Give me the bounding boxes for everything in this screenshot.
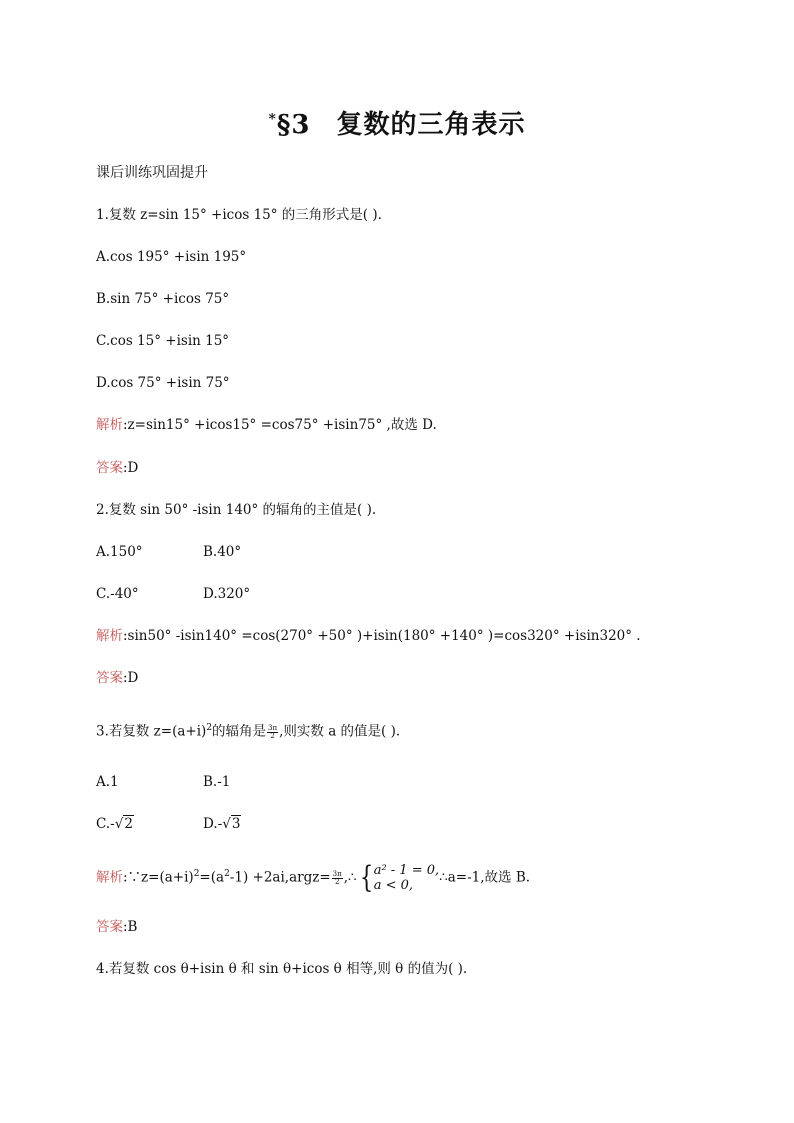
q3-answer [96, 918, 137, 936]
q1-option-c: C.cos 15° +isin 15° [96, 333, 230, 349]
q1-answer-label: 答案 [96, 460, 123, 476]
q3-stem-post: ,则实数 a 的值是( ). [279, 723, 401, 740]
q1-analysis [96, 416, 437, 434]
q3-options-row1 [96, 773, 231, 791]
q2-option-c: C.-40° [96, 586, 139, 602]
q3-analysis-mid2: -1) +2ai,argz= [229, 869, 331, 886]
q2-options-row2 [96, 585, 251, 603]
q1-stem: 1.复数 z=sin 15° +icos 15° 的三角形式是( ). [96, 207, 382, 223]
q3-option-c-radicand: 2 [124, 816, 133, 832]
title-star: * [268, 111, 277, 128]
q3-analysis [96, 858, 530, 894]
q2-analysis-label: 解析 [96, 628, 123, 644]
q3-analysis-sup2: 2 [224, 869, 230, 879]
q3-option-d-root: √3 [222, 816, 241, 832]
q3-options-row2 [96, 815, 241, 833]
q1-option-b: B.sin 75° +icos 75° [96, 291, 230, 307]
q3-sys-line2: a < 0, [373, 878, 413, 893]
q1-option-a: A.cos 195° +isin 195° [96, 249, 247, 265]
q3-frac-num: 3π [268, 723, 278, 732]
subheading: 课后训练巩固提升 [96, 165, 208, 181]
q3-stem-mid: 的辐角是 [212, 723, 267, 740]
q2-options-row1 [96, 543, 242, 561]
q1-answer [96, 459, 138, 477]
q4-stem: 4.若复数 cos θ+isin θ 和 sin θ+icos θ 相等,则 θ 的值为( ). [96, 961, 468, 977]
q3-stem-fraction [267, 725, 278, 740]
q3-stem-sup: 2 [206, 723, 213, 733]
q2-answer-text: :D [123, 670, 139, 686]
q3-equation-system [374, 863, 439, 893]
q3-analysis-fraction [332, 871, 343, 886]
q3-answer-label: 答案 [96, 919, 123, 935]
system-brace-icon: { [359, 860, 373, 895]
q3-frac-den: 2 [270, 731, 275, 740]
q2-analysis [96, 627, 641, 645]
q2-stem: 2.复数 sin 50° -isin 140° 的辐角的主值是( ). [96, 502, 377, 518]
q3-analysis-post: ∴a=-1,故选 B. [439, 869, 531, 886]
q3-option-d [203, 815, 241, 833]
q1-answer-text: :D [123, 460, 139, 476]
q2-option-b: B.40° [203, 544, 242, 560]
q3-option-c-prefix: C.- [96, 816, 115, 832]
q3-option-d-prefix: D.- [203, 816, 223, 832]
q3-sys-line1: a² - 1 = 0, [373, 863, 440, 878]
q3-analysis-sup1: 2 [193, 869, 200, 879]
q3-analysis-frac-num: 3π [332, 869, 342, 878]
title-name: 复数的三角表示 [336, 110, 526, 140]
q3-analysis-frac-den: 2 [334, 877, 340, 886]
q1-option-d: D.cos 75° +isin 75° [96, 375, 230, 391]
title-section: §3 [276, 110, 311, 140]
q2-analysis-text: :sin50° -isin140° =cos(270° +50° )+isin(180° +140° )=cos320° +isin320° . [123, 628, 641, 644]
q1-analysis-text: :z=sin15° +icos15° =cos75° +isin75° ,故选 D. [123, 417, 437, 433]
q3-option-a: A.1 [96, 774, 119, 790]
q3-option-d-radicand: 3 [231, 816, 241, 832]
q3-option-b: B.-1 [203, 774, 231, 790]
q3-stem-pre: 3.若复数 z=(a+i) [96, 723, 207, 740]
q3-stem [96, 719, 400, 741]
q3-option-c [96, 816, 134, 832]
q2-answer [96, 669, 138, 687]
q2-option-a: A.150° [96, 544, 143, 560]
q2-option-d: D.320° [203, 586, 251, 602]
q3-option-c-root: √2 [114, 816, 133, 832]
q3-analysis-pre: :∵z=(a+i) [123, 869, 194, 886]
q3-analysis-mid1: =(a [199, 869, 225, 886]
q3-answer-text: :B [123, 919, 138, 935]
q2-answer-label: 答案 [96, 670, 123, 686]
q1-analysis-label: 解析 [96, 417, 123, 433]
page-title [0, 104, 794, 141]
q3-analysis-mid3: ,∴ [343, 869, 357, 886]
q3-analysis-label: 解析 [96, 869, 123, 886]
